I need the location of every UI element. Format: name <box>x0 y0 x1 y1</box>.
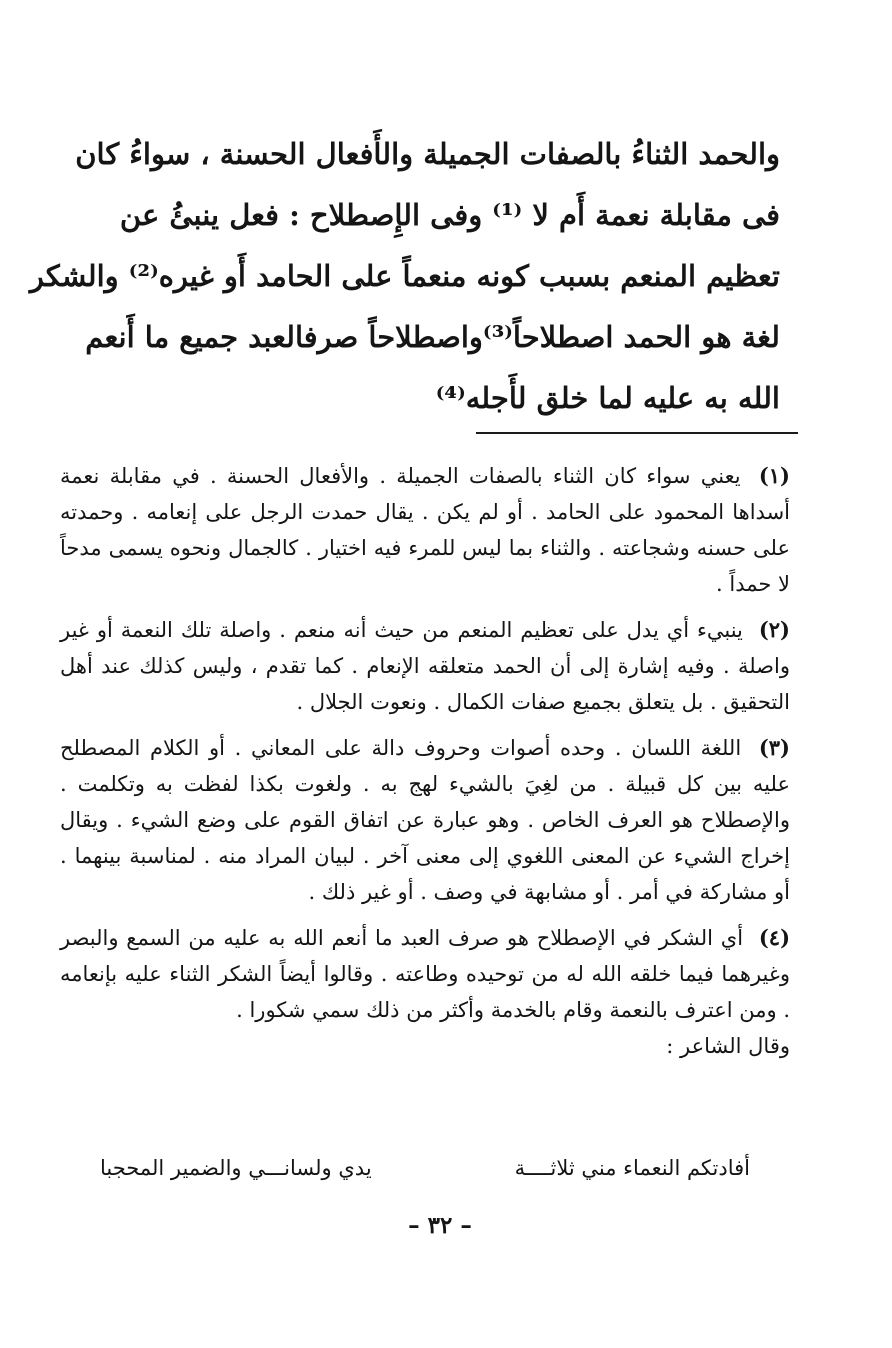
footnote-divider <box>476 432 798 434</box>
poem-verse <box>100 1148 750 1188</box>
main-text-line: الله به عليه لما خلق لأَجله⁽⁴⁾ <box>435 381 780 415</box>
footnote-number: (١) <box>758 463 790 488</box>
poem-first-hemistich: أفادتكم النعماء مني ثلاثــــة <box>514 1156 750 1180</box>
footnote-text: اللغة اللسان . وحده أصوات وحروف دالة على المعاني . أو الكلام المصطلح عليه بين كل قبيلة . من لغِيَ بالشيء لهج به . ولغوت بكذا لفظت به وتكلمت . والإصطلاح هو العرف الخاص . وهو عبارة عن اتفاق القوم على وضع الشيء . ويقال إخراج الشيء عن المعنى اللغوي إلى معنى آخر . لبيان المراد منه . لمناسبة بينهما . أو مشاركة في أمر . أو مشابهة في وصف . أو غير ذلك . <box>60 736 790 904</box>
footnote-number: (٤) <box>758 925 790 950</box>
page-number: – ٣٢ – <box>408 1212 472 1239</box>
main-text-line: تعظيم المنعم بسبب كونه منعماً على الحامد أَو غيره⁽²⁾ والشكر <box>29 259 780 293</box>
footnote-text: ينبيء أي يدل على تعظيم المنعم من حيث أنه منعم . واصلة تلك النعمة أو غير واصلة . وفيه إشارة إلى أن الحمد متعلقه الإنعام . كما تقدم ، وليس كذلك عند أهل التحقيق . بل يتعلق بجميع صفات الكمال . ونعوت الجلال . <box>60 618 790 714</box>
footnote-1 <box>60 458 790 602</box>
main-text <box>29 124 780 429</box>
main-text-line: فى مقابلة نعمة أَم لا ⁽¹⁾ وفى الإِصطلاح : فعل ينبئُ عن <box>119 198 780 232</box>
footnote-4 <box>60 920 790 1064</box>
footnote-text: أي الشكر في الإصطلاح هو صرف العبد ما أنعم الله به عليه من السمع والبصر وغيرهما فيما خلقه الله له من توحيده وطاعته . وقالوا أيضاً الشكر الثناء عليه بإنعامه . ومن اعترف بالنعمة وقام بالخدمة وأكثر من ذلك سمي شكورا . <box>60 926 790 1022</box>
footnote-3 <box>60 730 790 910</box>
poem-second-hemistich: يدي ولسانـــي والضمير المحجبا <box>100 1156 372 1180</box>
footnotes <box>60 458 790 1074</box>
footnote-number: (٣) <box>758 735 790 760</box>
footnote-2 <box>60 612 790 720</box>
footnote-text: يعني سواء كان الثناء بالصفات الجميلة . والأفعال الحسنة . في مقابلة نعمة أسداها المحمود على الحامد . أو لم يكن . يقال حمدت الرجل على إنعامه . وحمدته على حسنه وشجاعته . والثناء بما ليس للمرء فيه اختيار . كالجمال ونحوه يسمى مدحاً لا حمداً . <box>60 464 790 596</box>
main-text-line: والحمد الثناءُ بالصفات الجميلة والأَفعال الحسنة ، سواءُ كان <box>75 137 780 171</box>
main-text-line: لغة هو الحمد اصطلاحاً⁽³⁾واصطلاحاً صرفالعبد جميع ما أَنعم <box>85 320 780 354</box>
footnote-number: (٢) <box>758 617 790 642</box>
poet-intro: وقال الشاعر : <box>666 1034 790 1058</box>
